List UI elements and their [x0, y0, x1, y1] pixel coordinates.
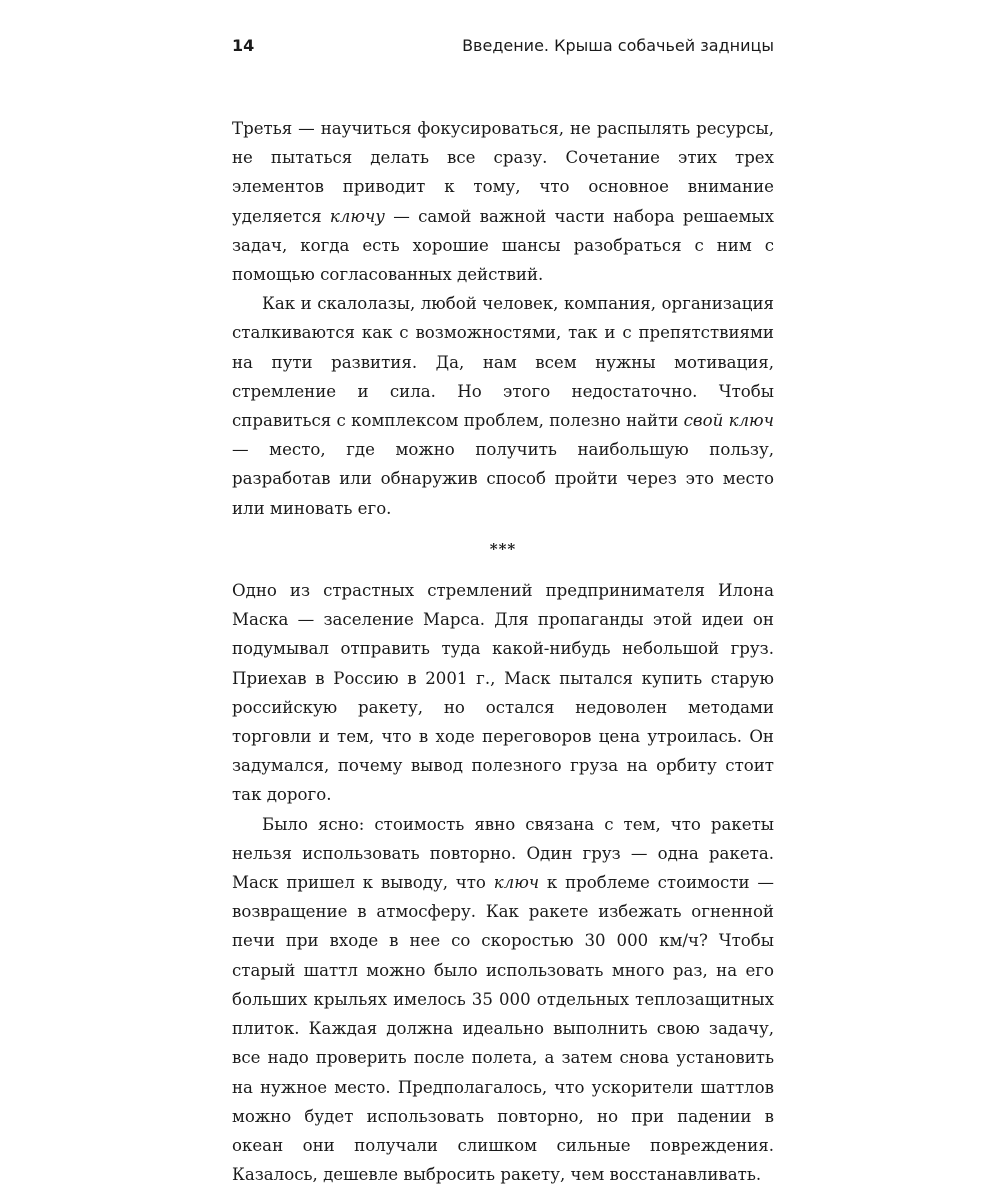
running-title: Введение. Крыша собачьей задницы	[462, 36, 774, 55]
paragraph-2-text: Как и скалолазы, любой человек, компания, организация сталкиваются как с возможностями, так и с препятствиями на пути развития. Да, нам всем нужны мотивация, стремление и сила. Но этого недостаточно. Чтобы справиться с комплексом проблем, полезно найти	[232, 294, 774, 431]
body-text	[232, 114, 774, 1189]
paragraph-2-italic: свой ключ	[683, 411, 774, 431]
paragraph-4-text: Было ясно: стоимость явно связана с тем, что ракеты нельзя использовать повторно. Один груз — одна ракета. Маск пришел к выводу, что	[232, 814, 774, 893]
paragraph-2-text-end: — место, где можно получить наибольшую пользу, разработав или обнаружив способ пройти через это место или миновать его.	[232, 440, 774, 518]
paragraph-1-text-end: — самой важной части набора решаемых задач, когда есть хорошие шансы разобраться с ним с помощью согласованных действий.	[232, 206, 774, 285]
paragraph-3: Одно из страстных стремлений предпринимателя Илона Маска — заселение Марса. Для пропаганды этой идеи он подумывал отправить туда какой-нибудь небольшой груз. Приехав в Россию в 2001 г., Маск пытался купить старую российскую ракету, но остался недоволен методами торговли и тем, что в ходе переговоров цена утроилась. Он задумался, почему вывод полезного груза на орбиту стоит так дорого.	[232, 581, 774, 805]
paragraph-4	[232, 810, 774, 1189]
section-separator: ***	[489, 539, 517, 558]
paragraph-4-italic: ключ	[493, 873, 540, 893]
paragraph-1-text: Третья — научиться фокусироваться, не распылять ресурсы, не пытаться делать все сразу. Сочетание этих трех элементов приводит к тому, что основное внимание уделяется	[232, 119, 774, 226]
paragraph-2	[232, 289, 774, 523]
page-header	[232, 30, 774, 60]
paragraph-1	[232, 114, 774, 289]
paragraph-4-text-end: к проблеме стоимости — возвращение в атмосферу. Как ракете избежать огненной печи при входе в нее со скоростью 30 000 км/ч? Чтобы старый шаттл можно было использовать много раз, на его больших крыльях имелось 35 000 отдельных теплозащитных плиток. Каждая должна идеально выполнить свою задачу, все надо проверить после полета, а затем снова установить на нужное место. Предполагалось, что ускорители шаттлов можно будет использовать повторно, но при падении в океан они получали слишком сильные повреждения. Казалось, дешевле выбросить ракету, чем восстанавливать.	[232, 873, 774, 1185]
paragraph-1-italic: ключу	[329, 206, 385, 226]
page-number: 14	[232, 36, 255, 55]
book-page	[232, 30, 774, 1189]
